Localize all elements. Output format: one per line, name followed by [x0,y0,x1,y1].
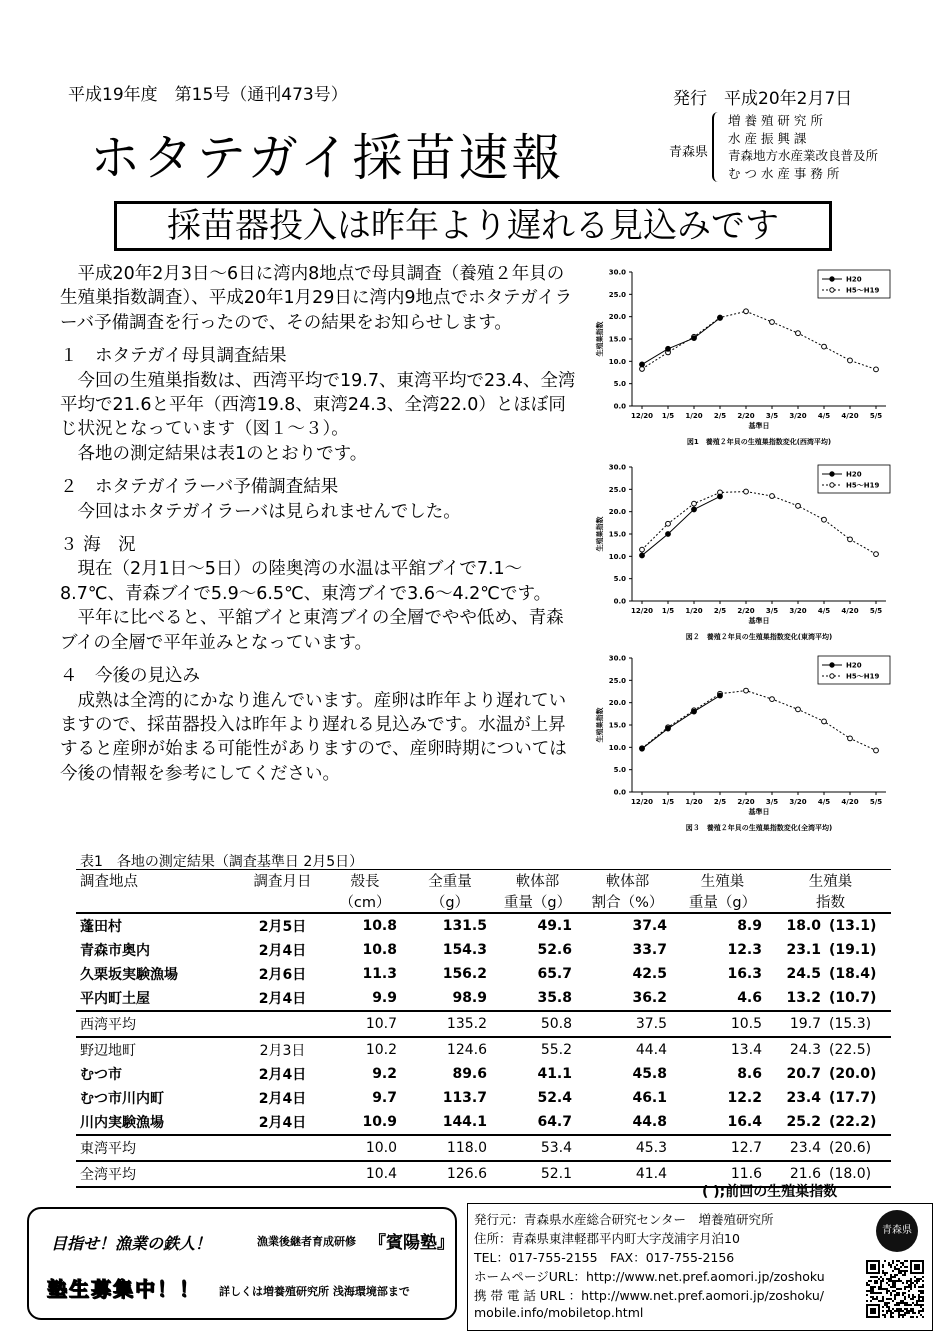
table-cell: 久栗坂実験漁場 [80,967,178,983]
homepage-link[interactable]: ホームページURL：http://www.net.pref.aomori.jp/zoshoku [474,1269,825,1284]
series-line-h20 [642,696,720,749]
table-cell: (18.0) [825,1161,891,1187]
x-axis-label: 基準日 [748,617,770,625]
x-tick-label: 4/20 [841,412,859,420]
data-point-average [822,719,827,724]
x-tick-label: 2/5 [713,412,727,420]
intro-paragraph: 平成20年2月3日～6日に湾内8地点で母貝調査（養殖２年貝の生殖巣指数調査）、平成20年1月29日に湾内9地点でホタテガイラーバ予備調査を行ったので、その結果をお知らせします。 [60,264,573,333]
data-point-h20 [692,507,697,512]
data-point-average [796,503,801,508]
x-tick-label: 4/5 [817,412,831,420]
table-cell: 46.1 [632,1090,667,1106]
table-cell: むつ市 [80,1067,122,1083]
x-tick-label: 4/20 [841,607,859,615]
table-cell [240,1161,325,1187]
data-point-h20 [692,709,697,714]
table-row [76,962,891,986]
data-point-h20 [666,346,671,351]
y-tick-label: 15.0 [608,335,626,344]
phone-line: TEL：017-755-2155 FAX：017-755-2156 [474,1250,735,1265]
table-cell: 131.5 [405,913,495,938]
table-cell: 52.1 [495,1161,580,1187]
section-4-heading: ４ 今後の見込み [60,666,200,687]
table-cell: 8.9 [675,913,770,938]
chart-figure-3 [590,648,910,838]
table-header: 指数 [770,891,891,913]
recruit-school: 『賓陽塾』 [369,1233,454,1253]
table-cell: 41.1 [537,1066,572,1082]
y-tick-label: 25.0 [608,676,626,685]
x-tick-label: 2/20 [737,412,755,420]
table-cell: 124.6 [405,1037,495,1062]
table-cell: 8.6 [737,1066,762,1082]
data-point-average [770,320,775,325]
recruit-details: 詳しくは増養殖研究所 浅海環境部まで [219,1285,410,1298]
data-point-average [744,309,749,314]
address-line: 住所：青森県東津軽郡平内町大字茂浦字月泊10 [474,1231,740,1246]
recruit-program: 漁業後継者育成研修 [257,1235,356,1248]
table-cell: (17.7) [829,1090,877,1106]
x-tick-label: 1/5 [661,798,675,806]
y-tick-label: 0.0 [613,402,626,411]
section-3-paragraph: 現在（2月1日～5日）の陸奥湾の水温は平舘ブイで7.1～8.7℃、青森ブイで5.9～6.5℃、東湾ブイで3.6～4.2℃です。 [60,559,552,604]
prefecture-label: 青森県 [669,145,709,160]
table-cell: 16.4 [675,1110,770,1135]
data-point-average [692,501,697,506]
table-cell: 野辺地町 [76,1037,240,1062]
table-cell: 西湾平均 [76,1011,240,1037]
table-header: 割合（%） [580,891,675,913]
x-tick-label: 5/5 [869,798,883,806]
table-cell: 36.2 [580,986,675,1011]
table-cell: 126.6 [405,1161,495,1187]
table-cell: 13.2 [770,986,825,1011]
table-note: ( );前回の生殖巣指数 [702,1184,838,1200]
page-title: ホタテガイ採苗速報 [90,129,565,187]
data-point-average [796,707,801,712]
table-cell: 東湾平均 [76,1135,240,1161]
x-tick-label: 1/20 [685,607,703,615]
table-header: （g） [405,891,495,913]
table-header: 生殖巣 [675,870,770,892]
y-tick-label: 30.0 [608,463,626,472]
y-axis-label: 生殖巣指数 [596,516,604,552]
data-point-h20 [718,693,723,698]
table-row [76,1062,891,1086]
table-cell: 9.2 [372,1066,397,1082]
table-cell: (22.5) [825,1037,891,1062]
table-cell: 2月5日 [240,913,325,938]
table-cell: 33.7 [632,942,667,958]
table-cell: むつ市川内町 [80,1091,164,1107]
table-cell: 10.8 [325,913,405,938]
table-cell: 53.4 [495,1135,580,1161]
table-cell: 21.6 [770,1161,825,1187]
legend-label: H5～H19 [846,672,880,681]
table-cell: 156.2 [442,966,487,982]
mobile-link-cont[interactable]: mobile.info/mobiletop.html [474,1305,644,1320]
data-point-average [666,521,671,526]
x-tick-label: 3/5 [765,607,779,615]
data-point-h20 [640,362,645,367]
table-header: 調査地点 [76,870,240,892]
table-cell: 135.2 [405,1011,495,1037]
org-name: 青森地方水産業改良普及所 [728,148,879,163]
x-tick-label: 1/5 [661,412,675,420]
y-tick-label: 20.0 [608,508,626,517]
table-cell: 24.3 [770,1037,825,1062]
recruitment-box [27,1207,457,1320]
y-tick-label: 20.0 [608,313,626,322]
table-cell: 41.4 [580,1161,675,1187]
table-row [76,1011,891,1037]
data-point-average [822,344,827,349]
y-tick-label: 30.0 [608,654,626,663]
table-cell: 2月4日 [258,1067,307,1083]
y-tick-label: 5.0 [613,575,626,584]
line-chart [590,457,910,647]
table-cell: 11.6 [675,1161,770,1187]
table-cell: 2月4日 [240,986,325,1011]
table-cell: (15.3) [825,1011,891,1037]
table-header: 軟体部 [495,870,580,892]
table-cell: 50.8 [495,1011,580,1037]
line-chart [590,262,910,452]
x-tick-label: 2/20 [737,798,755,806]
table-cell: 18.0 [770,913,825,938]
table-cell: 12.2 [727,1090,762,1106]
table-cell: 52.4 [537,1090,572,1106]
table-cell: 35.8 [495,986,580,1011]
table-cell: 10.8 [362,942,397,958]
y-tick-label: 10.0 [608,552,626,561]
y-tick-label: 15.0 [608,530,626,539]
data-point-average [744,688,749,693]
x-axis-label: 基準日 [748,808,770,816]
legend-label: H20 [846,470,862,479]
contact-box [467,1203,933,1331]
chart-title: 図３ 養殖２年貝の生殖巣指数変化(全湾平均) [685,824,833,832]
table-cell [240,1135,325,1161]
table-header: （cm） [325,891,405,913]
legend-marker [830,483,834,487]
table-cell: 44.4 [580,1037,675,1062]
table-row [76,1110,891,1135]
table-cell: 113.7 [442,1090,487,1106]
table-header: 調査月日 [240,870,325,892]
table-cell: 37.5 [580,1011,675,1037]
table-cell: 49.1 [495,913,580,938]
table-header: 全重量 [405,870,495,892]
data-point-h20 [718,494,723,499]
table-cell: 23.4 [786,1090,821,1106]
table-cell: 37.4 [580,913,675,938]
x-tick-label: 5/5 [869,607,883,615]
data-point-average [822,517,827,522]
table-cell: 2月4日 [258,943,307,959]
table-cell: 青森市奥内 [80,943,150,959]
series-line-h20 [642,496,720,555]
issue-number: 平成19年度 第15号（通刊473号） [68,85,348,105]
section-4-paragraph: 成熟は全湾的にかなり進んでいます。産卵は昨年より遅れていますので、採苗器投入は昨年より遅れる見込みです。水温が上昇すると産卵が始まる可能性がありますので、産卵時期については今後の情報を参考にしてください。 [60,690,567,784]
table-header: 生殖巣 [770,870,891,892]
x-tick-label: 2/5 [713,607,727,615]
legend-label: H5～H19 [846,481,880,490]
section-2-heading: ２ ホタテガイラーバ予備調査結果 [60,477,339,498]
legend-marker [830,472,834,476]
chart-title: 図２ 養殖２年貝の生殖巣指数変化(東湾平均) [685,633,833,641]
data-point-h20 [666,532,671,537]
table-cell: (20.6) [825,1135,891,1161]
data-point-average [874,367,879,372]
table-cell: 65.7 [537,966,572,982]
chart-figure-2 [590,457,910,647]
table-cell: 10.4 [325,1161,405,1187]
table-cell: 45.8 [632,1066,667,1082]
article-body [60,262,580,786]
y-tick-label: 5.0 [613,380,626,389]
x-tick-label: 3/20 [789,412,807,420]
x-tick-label: 12/20 [630,798,654,806]
x-tick-label: 4/20 [841,798,859,806]
data-point-average [796,331,801,336]
x-tick-label: 1/20 [685,412,703,420]
x-tick-label: 1/20 [685,798,703,806]
data-point-average [848,537,853,542]
table-cell: 蓬田村 [76,913,240,938]
data-point-average [770,697,775,702]
data-point-h20 [666,726,671,731]
table-cell: 144.1 [405,1110,495,1135]
table-header [76,891,240,913]
table-cell: 19.7 [770,1011,825,1037]
table-cell: 154.3 [442,942,487,958]
publisher-line: 発行元：青森県水産総合研究センター 増養殖研究所 [474,1212,774,1227]
table-title: 表1 各地の測定結果（調査基準日 2月5日） [80,854,364,870]
table-cell: (18.4) [829,966,877,982]
mobile-link[interactable]: 携 帯 電 話 URL ：http://www.net.pref.aomori.jp/zoshoku/ [474,1288,825,1303]
x-tick-label: 1/5 [661,607,675,615]
x-tick-label: 3/20 [789,798,807,806]
y-tick-label: 25.0 [608,290,626,299]
x-tick-label: 4/5 [817,607,831,615]
y-tick-label: 10.0 [608,357,626,366]
table-cell: (10.7) [825,986,891,1011]
table-cell: 12.3 [727,942,762,958]
table-cell: 11.3 [362,966,397,982]
table-cell: 42.5 [632,966,667,982]
qr-code-icon[interactable] [866,1260,924,1318]
table-cell: 118.0 [405,1135,495,1161]
table-cell: 23.4 [770,1135,825,1161]
table-cell: 52.6 [537,942,572,958]
table-row [76,986,891,1011]
table-cell: 98.9 [405,986,495,1011]
x-tick-label: 12/20 [630,607,654,615]
section-2-paragraph: 今回はホタテガイラーバは見られませんでした。 [77,501,461,522]
x-tick-label: 3/20 [789,607,807,615]
y-axis-label: 生殖巣指数 [596,707,604,743]
data-point-h20 [718,316,723,321]
series-line-average [642,311,876,369]
prefecture-seal-logo: 青森県 [876,1210,918,1252]
table-cell: (19.1) [829,942,877,958]
table-header: 軟体部 [580,870,675,892]
section-1-paragraph: 今回の生殖巣指数は、西湾平均で19.7、東湾平均で23.4、全湾平均で21.6と平年（西湾19.8、東湾24.3、全湾22.0）とほぼ同じ状況となっています（図１～３）。 [60,370,576,440]
legend-label: H20 [846,275,862,284]
line-chart [590,648,910,838]
table-cell: 4.6 [675,986,770,1011]
table-cell: (13.1) [825,913,891,938]
y-tick-label: 0.0 [613,597,626,606]
table-cell: 16.3 [727,966,762,982]
data-point-average [848,358,853,363]
y-tick-label: 25.0 [608,485,626,494]
table-cell [240,1011,325,1037]
table-row [76,1037,891,1062]
table-cell: 平内町土屋 [76,986,240,1011]
x-axis-label: 基準日 [748,422,770,430]
y-tick-label: 0.0 [613,788,626,797]
table-cell: 12.7 [675,1135,770,1161]
table-cell: 2月4日 [258,1091,307,1107]
legend-label: H5～H19 [846,286,880,295]
table-cell: 44.8 [580,1110,675,1135]
table-cell: (22.2) [825,1110,891,1135]
recruit-heading: 塾生募集中！！ [47,1277,201,1301]
table-cell: 64.7 [495,1110,580,1135]
table-cell: 13.4 [675,1037,770,1062]
table-header: 殻長 [325,870,405,892]
table-cell: 24.5 [786,966,821,982]
section-1-heading: １ ホタテガイ母貝調査結果 [60,346,287,367]
y-axis-label: 生殖巣指数 [596,321,604,357]
table-cell: 10.0 [325,1135,405,1161]
table-cell: 89.6 [452,1066,487,1082]
y-tick-label: 20.0 [608,699,626,708]
legend-label: H20 [846,661,862,670]
x-tick-label: 3/5 [765,798,779,806]
table-row [76,938,891,962]
table-row [76,913,891,938]
series-line-h20 [642,318,720,364]
table-cell: 45.3 [580,1135,675,1161]
table-cell: 25.2 [770,1110,825,1135]
table-cell: 20.7 [786,1066,821,1082]
x-tick-label: 2/20 [737,607,755,615]
table-cell: 全湾平均 [76,1161,240,1187]
table-cell: 23.1 [786,942,821,958]
y-tick-label: 30.0 [608,268,626,277]
y-tick-label: 5.0 [613,766,626,775]
table-cell: 10.9 [325,1110,405,1135]
x-tick-label: 3/5 [765,412,779,420]
series-line-average [642,492,876,555]
legend-marker [830,288,834,292]
section-3-heading: ３ 海 況 [60,535,136,556]
measurement-table [76,869,891,1188]
y-tick-label: 15.0 [608,721,626,730]
data-point-average [744,489,749,494]
table-header-row [76,891,891,913]
data-point-average [874,748,879,753]
table-cell: 9.9 [325,986,405,1011]
table-cell: 10.7 [325,1011,405,1037]
data-point-h20 [640,553,645,558]
data-point-average [848,736,853,741]
table-row [76,1135,891,1161]
table-header: 重量（g） [495,891,580,913]
legend-marker [830,277,834,281]
data-point-h20 [640,746,645,751]
section-1-paragraph: 各地の測定結果は表1のとおりです。 [77,443,368,464]
table-header-row [76,870,891,892]
table-cell: 2月3日 [240,1037,325,1062]
org-name: 水 産 振 興 課 [728,130,807,146]
table-cell: 10.2 [325,1037,405,1062]
table-cell: 9.7 [372,1090,397,1106]
table-cell: (20.0) [829,1066,877,1082]
series-line-average [642,691,876,751]
table-header [240,891,325,913]
y-tick-label: 10.0 [608,743,626,752]
x-tick-label: 5/5 [869,412,883,420]
table-row [76,1086,891,1110]
data-point-average [770,494,775,499]
recruit-slogan: 目指せ！漁業の鉄人！ [51,1234,212,1253]
data-point-average [640,547,645,552]
publisher-orgs [712,112,878,182]
x-tick-label: 12/20 [630,412,654,420]
publish-date: 発行 平成20年2月7日 [673,89,853,109]
legend-marker [830,674,834,678]
table-header: 重量（g） [675,891,770,913]
headline-box: 採苗器投入は昨年より遅れる見込みです [114,201,832,251]
x-tick-label: 2/5 [713,798,727,806]
legend-marker [830,663,834,667]
table-cell: 10.5 [675,1011,770,1037]
org-name: む つ 水 産 事 務 所 [728,165,840,181]
table-cell: 2月6日 [258,967,307,983]
chart-title: 図1 養殖２年貝の生殖巣指数変化(西湾平均) [686,438,832,446]
org-name: 増 養 殖 研 究 所 [728,113,823,128]
table-cell: 55.2 [495,1037,580,1062]
data-point-h20 [692,336,697,341]
data-point-average [874,552,879,557]
chart-figure-1 [590,262,910,452]
section-3-paragraph: 平年に比べると、平舘ブイと東湾ブイの全層でやや低め、青森ブイの全層で平年並みとなっています。 [60,608,564,653]
table-cell: 川内実験漁場 [76,1110,240,1135]
x-tick-label: 4/5 [817,798,831,806]
table-cell: 2月4日 [240,1110,325,1135]
